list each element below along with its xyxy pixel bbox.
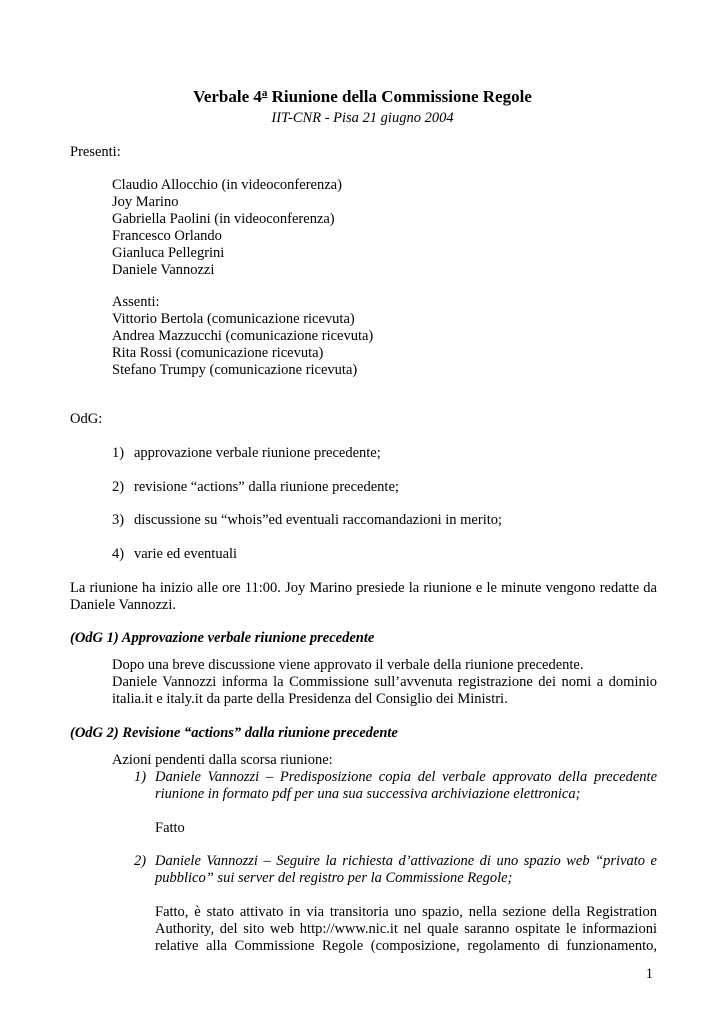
- odg-item-text: varie ed eventuali: [134, 546, 238, 562]
- intro-paragraph: Daniele Vannozzi.: [70, 597, 177, 613]
- odg-item-number: 1): [112, 445, 125, 461]
- action-number: 2): [134, 853, 147, 869]
- assenti-name: Rita Rossi (comunicazione ricevuta): [112, 345, 324, 361]
- odg-label: OdG:: [70, 411, 103, 427]
- assenti-name: Vittorio Bertola (comunicazione ricevuta): [112, 311, 355, 327]
- presenti-name: Francesco Orlando: [112, 228, 222, 244]
- action-status: Fatto: [155, 820, 185, 836]
- section1-paragraph: Dopo una breve discussione viene approvato il verbale della riunione precedente.: [112, 657, 584, 673]
- odg-item-number: 2): [112, 479, 125, 495]
- presenti-name: Claudio Allocchio (in videoconferenza): [112, 177, 342, 193]
- action-status: Fatto, è stato attivato in via transitoria uno spazio, nella sezione della Registration: [155, 904, 657, 920]
- presenti-name: Gabriella Paolini (in videoconferenza): [112, 211, 335, 227]
- action-text: riunione in formato pdf per una sua successiva archiviazione elettronica;: [155, 786, 581, 802]
- section-heading-odg1: (OdG 1) Approvazione verbale riunione precedente: [70, 630, 375, 646]
- presenti-label: Presenti:: [70, 144, 121, 160]
- section2-intro: Azioni pendenti dalla scorsa riunione:: [112, 752, 333, 768]
- action-text: Daniele Vannozzi – Seguire la richiesta d’attivazione di uno spazio web “privato e: [155, 853, 657, 869]
- section1-paragraph: Daniele Vannozzi informa la Commissione sull’avvenuta registrazione dei nomi a dominio: [112, 674, 657, 690]
- action-text: Daniele Vannozzi – Predisposizione copia del verbale approvato della precedente: [155, 769, 657, 785]
- odg-item-text: revisione “actions” dalla riunione precedente;: [134, 479, 399, 495]
- page-number: 1: [645, 966, 653, 982]
- odg-item-number: 4): [112, 546, 125, 562]
- odg-item-text: discussione su “whois”ed eventuali raccomandazioni in merito;: [134, 512, 503, 528]
- ordinal-superscript: a: [261, 87, 268, 99]
- section-heading-odg2: (OdG 2) Revisione “actions” dalla riunione precedente: [70, 725, 398, 741]
- odg-item-number: 3): [112, 512, 125, 528]
- presenti-name: Daniele Vannozzi: [112, 262, 215, 278]
- presenti-name: Joy Marino: [112, 194, 179, 210]
- intro-paragraph: La riunione ha inizio alle ore 11:00. Joy Marino presiede la riunione e le minute vengono redatte da: [70, 580, 657, 596]
- action-status: relative alla Commissione Regole (composizione, regolamento di funzionamento,: [155, 938, 657, 954]
- action-number: 1): [134, 769, 147, 785]
- assenti-name: Andrea Mazzucchi (comunicazione ricevuta): [112, 328, 374, 344]
- document-title: Verbale 4$^a$ Riunione della Commissione Regole: [193, 87, 532, 106]
- action-text: pubblico” sui server del registro per la Commissione Regole;: [155, 870, 513, 886]
- document-subtitle: IIT-CNR - Pisa 21 giugno 2004: [271, 110, 454, 126]
- section1-paragraph: italia.it e italy.it da parte della Presidenza del Consiglio dei Ministri.: [112, 691, 508, 707]
- presenti-name: Gianluca Pellegrini: [112, 245, 225, 261]
- odg-item-text: approvazione verbale riunione precedente;: [134, 445, 381, 461]
- assenti-label: Assenti:: [112, 294, 160, 310]
- action-status: Authority, del sito web http://www.nic.it nel quale saranno ospitate le informazioni: [155, 921, 657, 937]
- assenti-name: Stefano Trumpy (comunicazione ricevuta): [112, 362, 358, 378]
